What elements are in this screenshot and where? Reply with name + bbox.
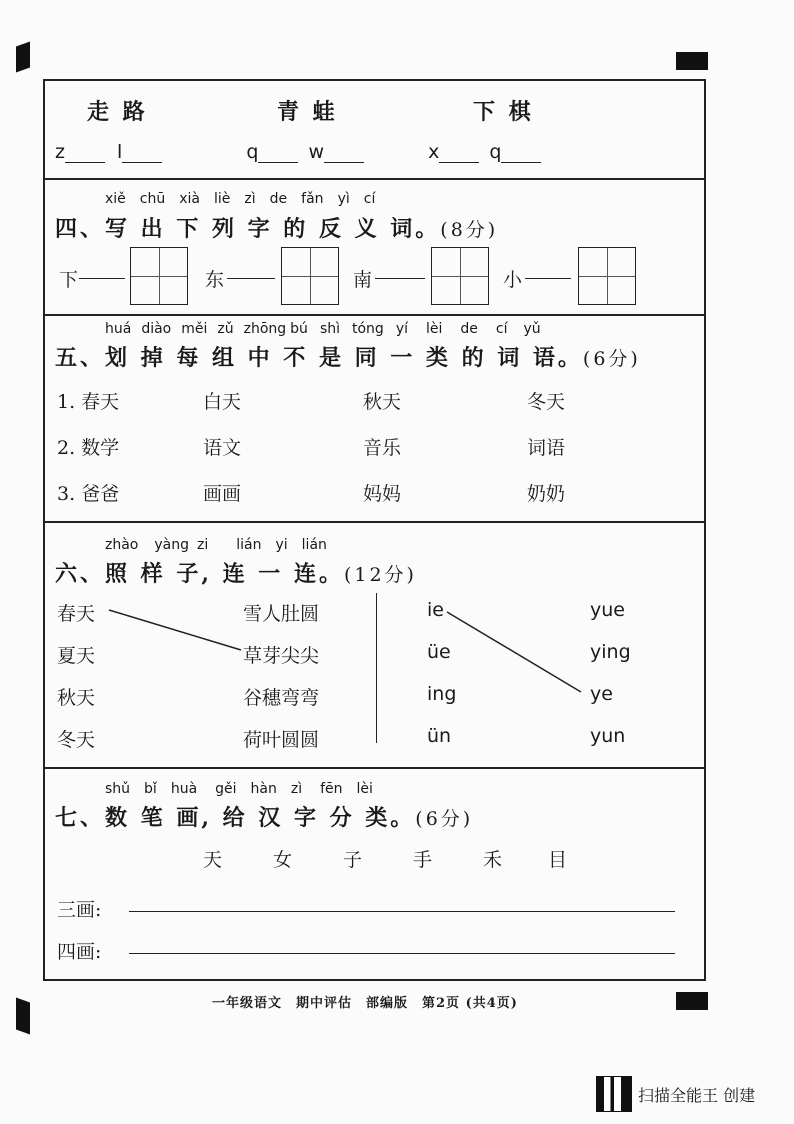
word-option[interactable]: 秋天 <box>363 391 402 413</box>
char-zi: 子 <box>343 849 363 871</box>
divider <box>45 767 704 769</box>
pinyin-left-2[interactable]: üe <box>427 641 451 663</box>
q4-char-2: 东 <box>205 269 225 291</box>
q4-char-1: 下 <box>59 269 79 291</box>
line-label-three: 三画: <box>57 899 102 921</box>
word-option[interactable]: 2. 数学 <box>57 437 120 459</box>
q6-title: 六、照 样 子, 连 一 连。(12分) <box>55 561 417 587</box>
word-2: 青 蛙 <box>277 99 338 125</box>
prompt-w: w <box>308 141 325 163</box>
q4-title: 四、写 出 下 列 字 的 反 义 词。(8分) <box>55 216 499 242</box>
prompt-q2: q <box>489 141 502 163</box>
char-he: 禾 <box>483 849 503 871</box>
phrase-1[interactable]: 雪人肚圆 <box>243 603 320 625</box>
q5-pinyin: huá diào měi zǔ zhōng bú shì tóng yí lèi de cí yǔ <box>105 321 541 337</box>
corner-mark-top-right <box>676 52 708 70</box>
example-lines <box>45 81 705 981</box>
pinyin-left-3[interactable]: ing <box>427 683 457 705</box>
q4-char-4: 小 <box>503 269 523 291</box>
word-option[interactable]: 奶奶 <box>527 483 566 505</box>
qr-code-icon <box>596 1076 632 1112</box>
pinyin-right-3[interactable]: ye <box>590 683 613 705</box>
pinyin-right-1[interactable]: yue <box>590 599 625 621</box>
q4-pinyin: xiě chū xià liè zì de fǎn yì cí <box>105 191 376 207</box>
word-option[interactable]: 语文 <box>203 437 242 459</box>
season-4[interactable]: 冬天 <box>57 729 96 751</box>
word-1: 走 路 <box>87 99 148 125</box>
prompt-q: q <box>246 141 259 163</box>
word-option[interactable]: 词语 <box>527 437 566 459</box>
word-option[interactable]: 画画 <box>203 483 242 505</box>
corner-mark-bottom-left <box>16 997 30 1034</box>
word-option[interactable]: 音乐 <box>363 437 402 459</box>
q7-pinyin: shǔ bǐ huà gěi hàn zì fēn lèi <box>105 781 373 797</box>
pinyin-right-2[interactable]: ying <box>590 641 631 663</box>
answer-line-four[interactable] <box>129 953 675 954</box>
prompt-l: l <box>117 141 123 163</box>
q7-title: 七、数 笔 画, 给 汉 字 分 类。(6分) <box>55 805 474 831</box>
q6-pinyin: zhào yàng zi lián yi lián <box>105 537 327 553</box>
char-tian: 天 <box>203 849 223 871</box>
corner-mark-top-left <box>16 41 30 72</box>
answer-line-three[interactable] <box>129 911 675 912</box>
word-3: 下 棋 <box>473 99 534 125</box>
season-3[interactable]: 秋天 <box>57 687 96 709</box>
word-option[interactable]: 3. 爸爸 <box>57 483 120 505</box>
q5-title: 五、划 掉 每 组 中 不 是 同 一 类 的 词 语。(6分) <box>55 345 641 371</box>
pinyin-right-4[interactable]: yun <box>590 725 626 747</box>
char-shou: 手 <box>413 849 433 871</box>
word-option[interactable]: 1. 春天 <box>57 391 120 413</box>
word-option[interactable]: 妈妈 <box>363 483 402 505</box>
corner-mark-bottom-right <box>676 992 708 1010</box>
worksheet <box>43 79 706 981</box>
pinyin-left-1[interactable]: ie <box>427 599 444 621</box>
watermark: 扫描全能王 创建 <box>638 1086 756 1105</box>
footer: 一年级语文 期中评估 部编版 第2页 (共4页) <box>212 996 518 1011</box>
prompt-z: z <box>55 141 65 163</box>
phrase-2[interactable]: 草芽尖尖 <box>243 645 320 667</box>
word-option[interactable]: 冬天 <box>527 391 566 413</box>
prompt-x: x <box>428 141 440 163</box>
season-2[interactable]: 夏天 <box>57 645 96 667</box>
phrase-4[interactable]: 荷叶圆圆 <box>243 729 320 751</box>
phrase-3[interactable]: 谷穗弯弯 <box>243 687 320 709</box>
word-option[interactable]: 白天 <box>203 391 242 413</box>
q4-char-3: 南 <box>353 269 373 291</box>
char-mu: 目 <box>548 849 568 871</box>
example-line-seasons <box>109 610 241 650</box>
example-line-pinyin <box>447 612 581 692</box>
line-label-four: 四画: <box>57 941 102 963</box>
char-nv: 女 <box>273 849 293 871</box>
season-1[interactable]: 春天 <box>57 603 96 625</box>
pinyin-left-4[interactable]: ün <box>427 725 452 747</box>
